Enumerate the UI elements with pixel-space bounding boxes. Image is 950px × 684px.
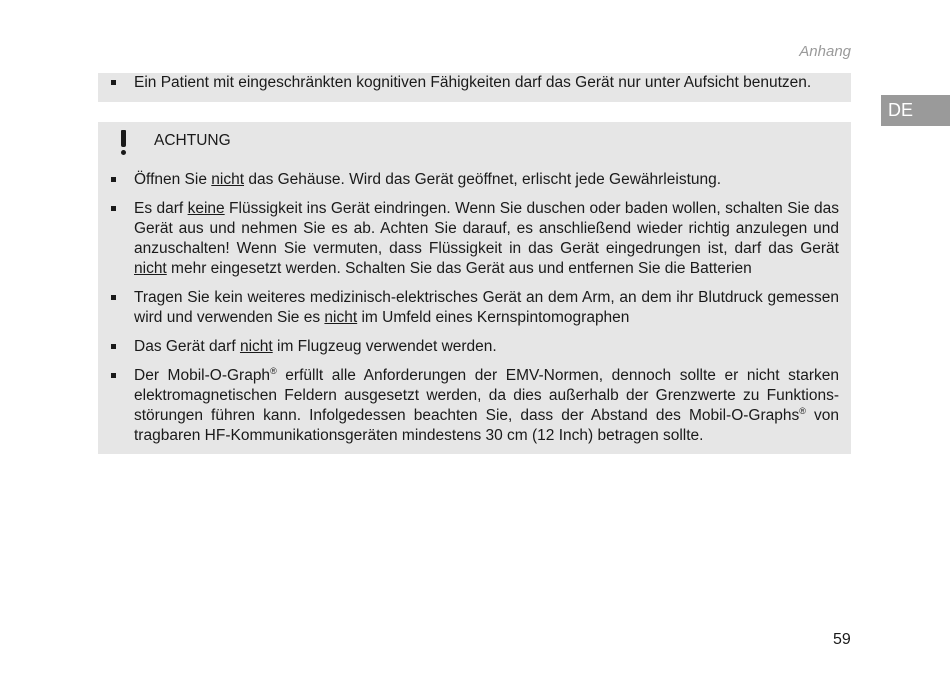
warning-list (98, 170, 851, 455)
bullet-square-icon (111, 177, 116, 182)
bullet-square-icon (111, 344, 116, 349)
note-list (98, 73, 851, 93)
list-item: Das Gerät darf nicht im Flugzeug verwendet werden. (98, 337, 851, 357)
exclamation-icon (118, 130, 128, 156)
list-item: Der Mobil-O-Graph® erfüllt alle Anforderungen der EMV-Normen, dennoch sollte er nicht starken elektromagnetischen Feldern ausgesetzt werden, da dies außerhalb der Grenzwerte zu Funktions-störungen führen kann. Infolgedessen beachten Sie, dass der Abstand des Mobil-O-Graphs® von tragbaren HF-Kommunikationsgeräten mindestens 30 cm (12 Inch) betragen sollte. (98, 366, 851, 446)
section-header: Anhang (799, 43, 851, 60)
list-item: Ein Patient mit eingeschränkten kognitiven Fähigkeiten darf das Gerät nur unter Aufsicht benutzen. (98, 73, 851, 93)
bullet-square-icon (111, 80, 116, 85)
bullet-square-icon (111, 206, 116, 211)
list-item: Es darf keine Flüssigkeit ins Gerät eindringen. Wenn Sie duschen oder baden wollen, schalten Sie das Gerät aus und nehmen Sie es ab. Achten Sie darauf, es anschließend wieder richtig anzulegen und anzuschalten! Wenn Sie vermuten, dass Flüssigkeit in das Gerät eingedrungen ist, darf das Gerät nicht mehr eingesetzt werden. Schalten Sie das Gerät aus und entfernen Sie die Batterien (98, 199, 851, 279)
language-tab: DE (881, 95, 950, 126)
note-box (98, 73, 851, 102)
warning-box (98, 122, 851, 454)
bullet-square-icon (111, 295, 116, 300)
list-item: Öffnen Sie nicht das Gehäuse. Wird das Gerät geöffnet, erlischt jede Gewährleistung. (98, 170, 851, 190)
warning-header (98, 130, 851, 158)
list-item: Tragen Sie kein weiteres medizinisch-elektrisches Gerät an dem Arm, an dem ihr Blutdruck gemessen wird und verwenden Sie es nicht im Umfeld eines Kernspintomographen (98, 288, 851, 328)
bullet-square-icon (111, 373, 116, 378)
page-number: 59 (833, 631, 851, 648)
warning-title: ACHTUNG (154, 132, 231, 149)
